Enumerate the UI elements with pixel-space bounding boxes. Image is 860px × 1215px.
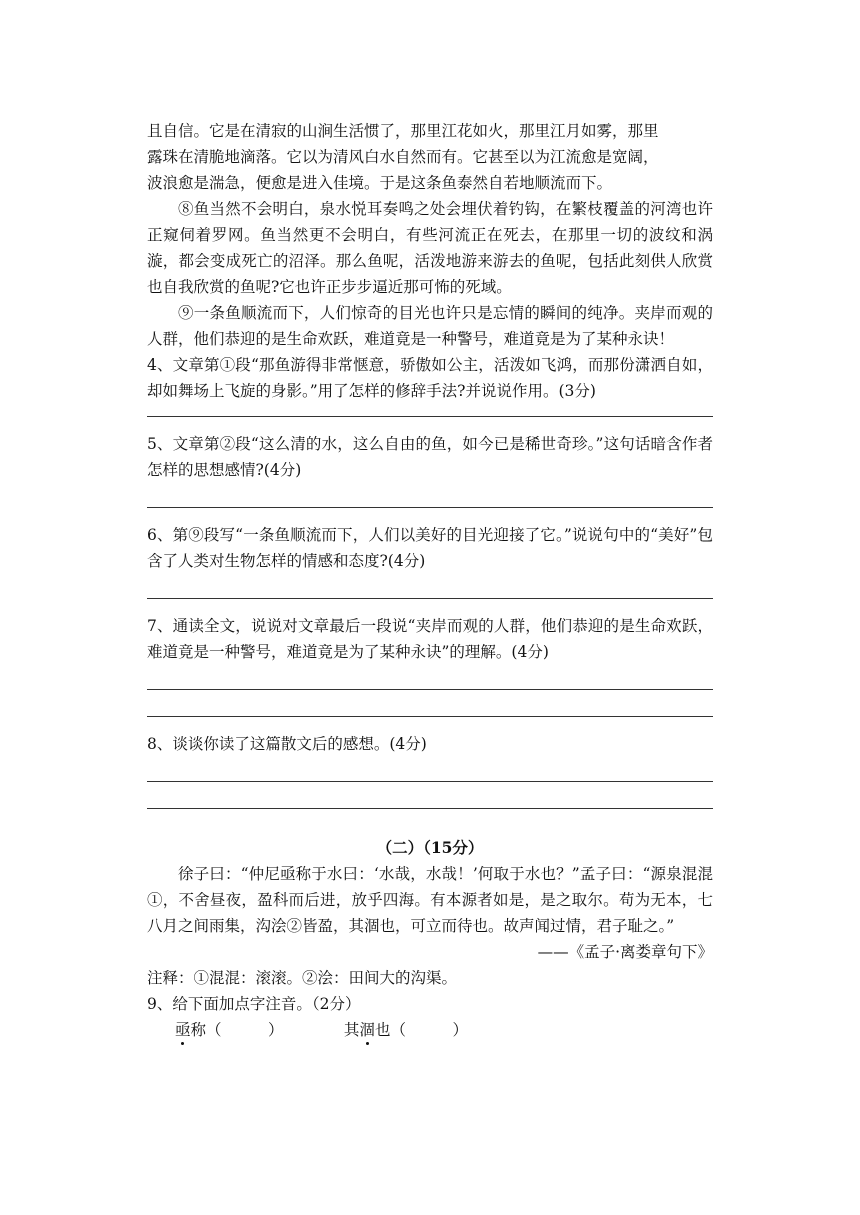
char-rest: 也: [374, 1021, 391, 1039]
pinyin-blank[interactable]: （ ）: [206, 1021, 284, 1039]
question-4: 4、文章第①段“那鱼游得非常惬意，骄傲如公主，活泼如飞鸿，而那份潇洒自如，却如舞场上飞旋的身影。”用了怎样的修辞手法?并说说作用。(3分): [147, 356, 713, 400]
annotation-notes: 注释：①混混：滚滚。②浍：田间大的沟渠。: [147, 969, 458, 987]
text-line: 波浪愈是湍急，便愈是进入佳境。于是这条鱼泰然自若地顺流而下。: [147, 174, 613, 192]
dotted-char: 涸: [359, 1021, 375, 1039]
classical-passage: 徐子曰：“仲尼亟称于水曰：‘水哉，水哉！’何取于水也？”孟子曰：“源泉混混①，不舍昼夜，盈科而后进，放乎四海。有本源者如是，是之取尔。苟为无本，七八月之间雨集，沟浍②皆盈，其涸也，可立而待也。故声闻过情，君子耻之。”: [147, 865, 713, 935]
passage-paragraph-8: ⑧鱼当然不会明白，泉水悦耳奏鸣之处会埋伏着钓钩，在繁枝覆盖的河湾也许正窥伺着罗网。鱼当然更不会明白，有些河流正在死去，在那里一切的波纹和涡漩，都会变成死亡的沼泽。那么鱼呢，活泼地游来游去的鱼呢，包括此刻供人欣赏也自我欣赏的鱼呢?它也许正步步逼近那可怖的死域。: [147, 200, 713, 296]
answer-line[interactable]: [147, 692, 713, 717]
question-5: 5、文章第②段“这么清的水，这么自由的鱼，如今已是稀世奇珍。”这句话暗含作者怎样的思想感情?(4分): [147, 435, 713, 479]
text-line: 露珠在清脆地滴落。它以为清风白水自然而有。它甚至以为江流愈是宽阔，: [147, 148, 659, 166]
passage-paragraph-9: ⑨一条鱼顺流而下，人们惊奇的目光也许只是忘情的瞬间的纯净。夹岸而观的人群，他们恭迎的是生命欢跃，难道竟是一种警号，难道竟是为了某种永诀！: [147, 304, 713, 348]
question-9: 9、给下面加点字注音。（2分）: [147, 995, 361, 1013]
answer-line[interactable]: [147, 483, 713, 508]
answer-line[interactable]: [147, 404, 713, 417]
char-pre: 其: [343, 1021, 360, 1039]
text-line: 且自信。它是在清寂的山涧生活惯了，那里江花如火，那里江月如雾，那里: [147, 122, 659, 140]
question-7: 7、通读全文，说说对文章最后一段说“夹岸而观的人群，他们恭迎的是生命欢跃，难道竟是一种警号，难道竟是为了某种永诀”的理解。(4分): [147, 617, 713, 661]
exam-page: [147, 118, 713, 1043]
pinyin-blank[interactable]: （ ）: [390, 1021, 468, 1039]
passage-paragraph-7-tail: [147, 118, 713, 196]
answer-line[interactable]: [147, 665, 713, 690]
section-heading: （二）（15分）: [376, 838, 484, 857]
answer-line[interactable]: [147, 574, 713, 599]
passage-source: ——《孟子·离娄章句下》: [537, 943, 713, 961]
char-rest: 称: [190, 1021, 207, 1039]
question-8: 8、谈谈你读了这篇散文后的感想。(4分): [147, 735, 427, 753]
answer-line[interactable]: [147, 757, 713, 782]
dotted-char: 亟: [175, 1021, 191, 1039]
question-6: 6、第⑨段写“一条鱼顺流而下，人们以美好的目光迎接了它。”说说句中的“美好”包含了人类对生物怎样的情感和态度?(4分): [147, 526, 713, 570]
pinyin-items: [147, 1017, 713, 1043]
answer-line[interactable]: [147, 784, 713, 809]
